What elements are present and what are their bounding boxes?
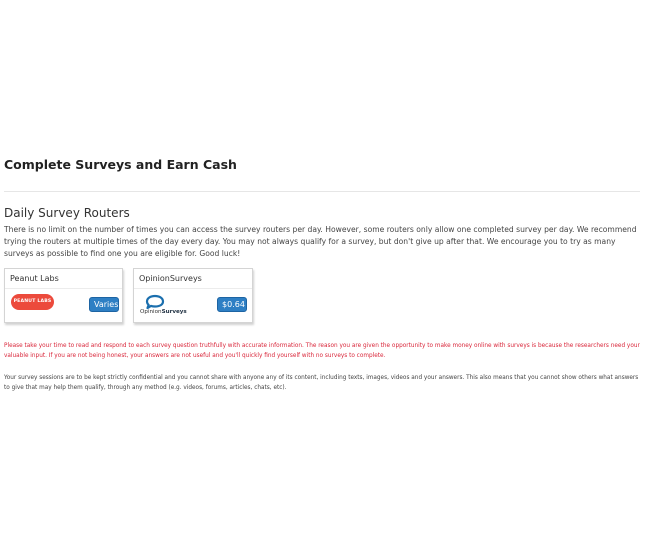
router-card-title: Peanut Labs: [5, 269, 122, 289]
speech-bubble-logo-icon: [140, 294, 200, 318]
logo-text-light: Opinion: [140, 309, 162, 315]
logo-text-bold: Surveys: [161, 309, 187, 315]
peanut-labs-logo[interactable]: [11, 294, 54, 310]
routers-intro-text: There is no limit on the number of times you can access the survey routers per day. However, some routers only allow one completed survey per day. We recommend trying the routers at multiple times of the day every day. You may not always qualify for a survey, but don't give up after that. We encourage you to try as many surveys as possible to find one you are eligible for. Good luck!: [4, 225, 637, 258]
opinion-surveys-logo[interactable]: [140, 294, 200, 318]
page-title: Complete Surveys and Earn Cash: [4, 157, 237, 172]
router-card-peanut-labs[interactable]: [4, 268, 123, 323]
speech-bubble-icon: [144, 294, 166, 310]
confidentiality-notice-text: Your survey sessions are to be kept strictly confidential and you cannot share with anyone any of its content, including texts, images, videos and your answers. This also means that you cannot show others what answers to give that may help them qualify, through any method (e.g. videos, forums, articles, chats, etc).: [4, 375, 639, 391]
router-card-title: OpinionSurveys: [134, 269, 252, 289]
section-title: Daily Survey Routers: [4, 206, 130, 220]
honesty-warning-text: Please take your time to read and respond to each survey question truthfully with accurate information. The reason you are given the opportunity to make money online with surveys is because the researchers need your valuable input. If you are not being honest, your answers are not useful and you'll quickly find yourself with no surveys to complete.: [4, 343, 640, 359]
payout-button[interactable]: Varies: [89, 297, 119, 312]
peanut-labs-logo-text: PEANUT LABS: [11, 294, 54, 310]
opinion-surveys-logo-text: [140, 309, 187, 315]
header-divider: [4, 191, 640, 192]
payout-button[interactable]: $0.64: [217, 297, 247, 312]
router-card-opinion-surveys[interactable]: [133, 268, 253, 323]
